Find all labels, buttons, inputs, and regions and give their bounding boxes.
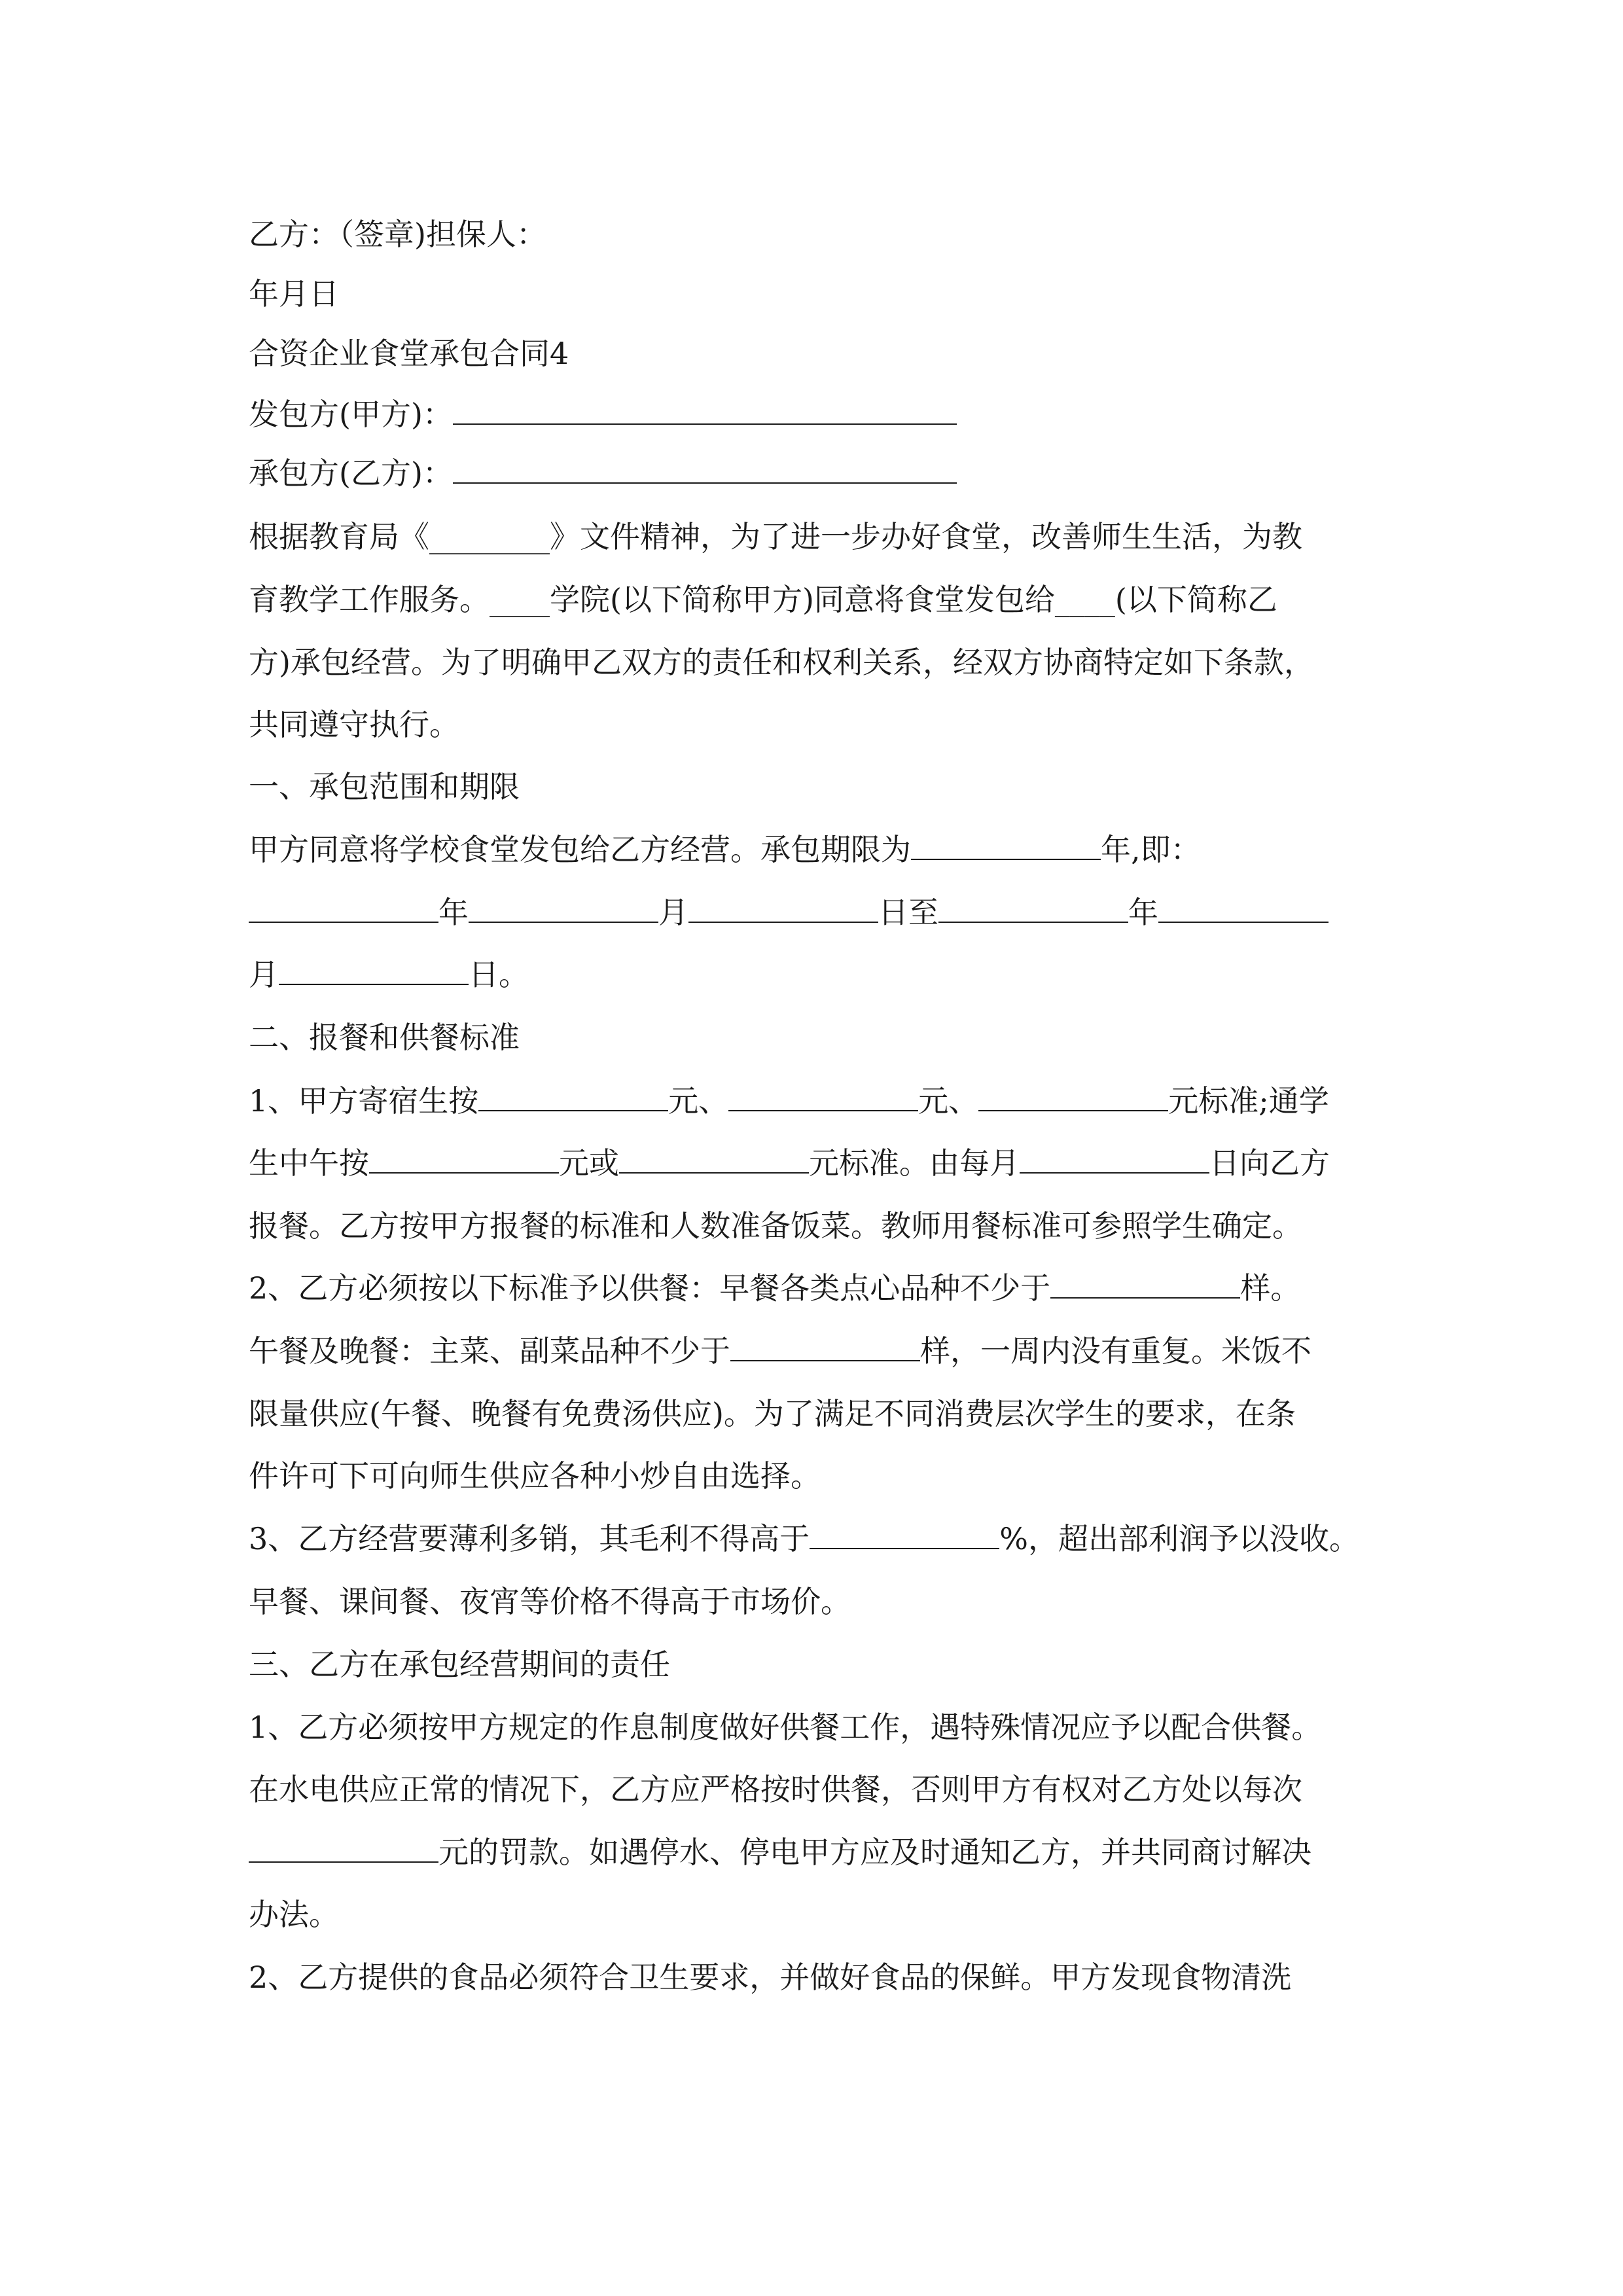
- fill-blank: [619, 1143, 809, 1174]
- contract-title: 合资企业食堂承包合同4: [249, 336, 569, 371]
- section-heading-3: 三、乙方在承包经营期间的责任: [249, 1647, 670, 1682]
- text: %，超出部利润予以没收。: [999, 1521, 1359, 1556]
- text: 样。: [1240, 1270, 1301, 1306]
- fill-blank: [1050, 1268, 1240, 1299]
- line-party-b: [249, 454, 1400, 493]
- text: 甲方同意将学校食堂发包给乙方经营。承包期限为: [249, 832, 911, 867]
- text: 月: [658, 895, 688, 930]
- paragraph-line: 根据教育局《________》文件精神，为了进一步办好食堂，改善师生生活，为教: [249, 519, 1302, 554]
- fill-blank: [249, 1833, 438, 1863]
- line-party-a: [249, 395, 1400, 434]
- text: 年: [1128, 895, 1158, 930]
- paragraph-line: [249, 1143, 1400, 1183]
- fill-blank: [478, 1081, 668, 1111]
- party-b-blank: [453, 454, 957, 484]
- line-date: 年月日: [249, 276, 339, 312]
- fill-blank: [1158, 893, 1329, 923]
- line-signature: 乙方：（签章)担保人：: [249, 217, 546, 252]
- paragraph-line: 育教学工作服务。____学院(以下简称甲方)同意将食堂发包给____(以下简称乙: [249, 582, 1277, 617]
- paragraph-line: [249, 955, 1400, 994]
- text: 1、甲方寄宿生按: [249, 1083, 479, 1119]
- fill-blank: [249, 893, 438, 923]
- paragraph-line: 共同遵守执行。: [249, 707, 459, 742]
- text: 月: [249, 957, 279, 992]
- paragraph-line: [249, 1331, 1400, 1371]
- paragraph-line: [249, 1833, 1400, 1872]
- paragraph-line: 1、乙方必须按甲方规定的作息制度做好供餐工作，遇特殊情况应予以配合供餐。: [249, 1710, 1322, 1745]
- party-a-label: 发包方(甲方)：: [249, 397, 453, 432]
- text: 3、乙方经营要薄利多销，其毛利不得高于: [249, 1521, 810, 1556]
- text: 元标准。由每月: [809, 1145, 1020, 1181]
- paragraph-line: 件许可下可向师生供应各种小炒自由选择。: [249, 1458, 821, 1494]
- paragraph-line: 方)承包经营。为了明确甲乙双方的责任和权利关系，经双方协商特定如下条款，: [249, 645, 1314, 680]
- text: 日。: [469, 957, 529, 992]
- text: 午餐及晚餐：主菜、副菜品种不少于: [249, 1333, 730, 1369]
- text: 日向乙方: [1209, 1145, 1330, 1181]
- paragraph-line: [249, 1081, 1400, 1121]
- paragraph-line: 早餐、课间餐、夜宵等价格不得高于市场价。: [249, 1584, 851, 1619]
- paragraph-line: 限量供应(午餐、晚餐有免费汤供应)。为了满足不同消费层次学生的要求，在条: [249, 1396, 1296, 1431]
- fill-blank: [728, 1081, 918, 1111]
- text: 日至: [878, 895, 938, 930]
- fill-blank: [469, 893, 658, 923]
- text: 样，一周内没有重复。米饭不: [920, 1333, 1311, 1369]
- fill-blank: [369, 1143, 559, 1174]
- text: 元标准;通学: [1168, 1083, 1329, 1119]
- fill-blank: [810, 1519, 999, 1549]
- paragraph-line: 在水电供应正常的情况下，乙方应严格按时供餐，否则甲方有权对乙方处以每次: [249, 1772, 1302, 1807]
- fill-blank: [1020, 1143, 1209, 1174]
- paragraph-line: [249, 830, 1400, 869]
- text: 元或: [559, 1145, 619, 1181]
- paragraph-line: 办法。: [249, 1897, 339, 1932]
- paragraph-line: [249, 1519, 1400, 1558]
- paragraph-line: [249, 893, 1400, 932]
- fill-blank: [911, 830, 1101, 860]
- fill-blank: [730, 1331, 920, 1361]
- fill-blank: [938, 893, 1128, 923]
- party-a-blank: [453, 395, 957, 425]
- paragraph-line: [249, 1268, 1400, 1308]
- text: 元、: [668, 1083, 729, 1119]
- section-heading-2: 二、报餐和供餐标准: [249, 1020, 520, 1055]
- fill-blank: [688, 893, 878, 923]
- text: 2、乙方必须按以下标准予以供餐：早餐各类点心品种不少于: [249, 1270, 1051, 1306]
- text: 生中午按: [249, 1145, 369, 1181]
- paragraph-line: 2、乙方提供的食品必须符合卫生要求，并做好食品的保鲜。甲方发现食物清洗: [249, 1960, 1292, 1995]
- text: 元的罚款。如遇停水、停电甲方应及时通知乙方，并共同商讨解决: [438, 1835, 1311, 1870]
- party-b-label: 承包方(乙方)：: [249, 456, 453, 491]
- fill-blank: [279, 955, 469, 985]
- fill-blank: [978, 1081, 1168, 1111]
- text: 元、: [918, 1083, 979, 1119]
- text: 年: [438, 895, 469, 930]
- section-heading-1: 一、承包范围和期限: [249, 769, 520, 804]
- text: 年,即：: [1101, 832, 1201, 867]
- paragraph-line: 报餐。乙方按甲方报餐的标准和人数准备饭菜。教师用餐标准可参照学生确定。: [249, 1208, 1302, 1244]
